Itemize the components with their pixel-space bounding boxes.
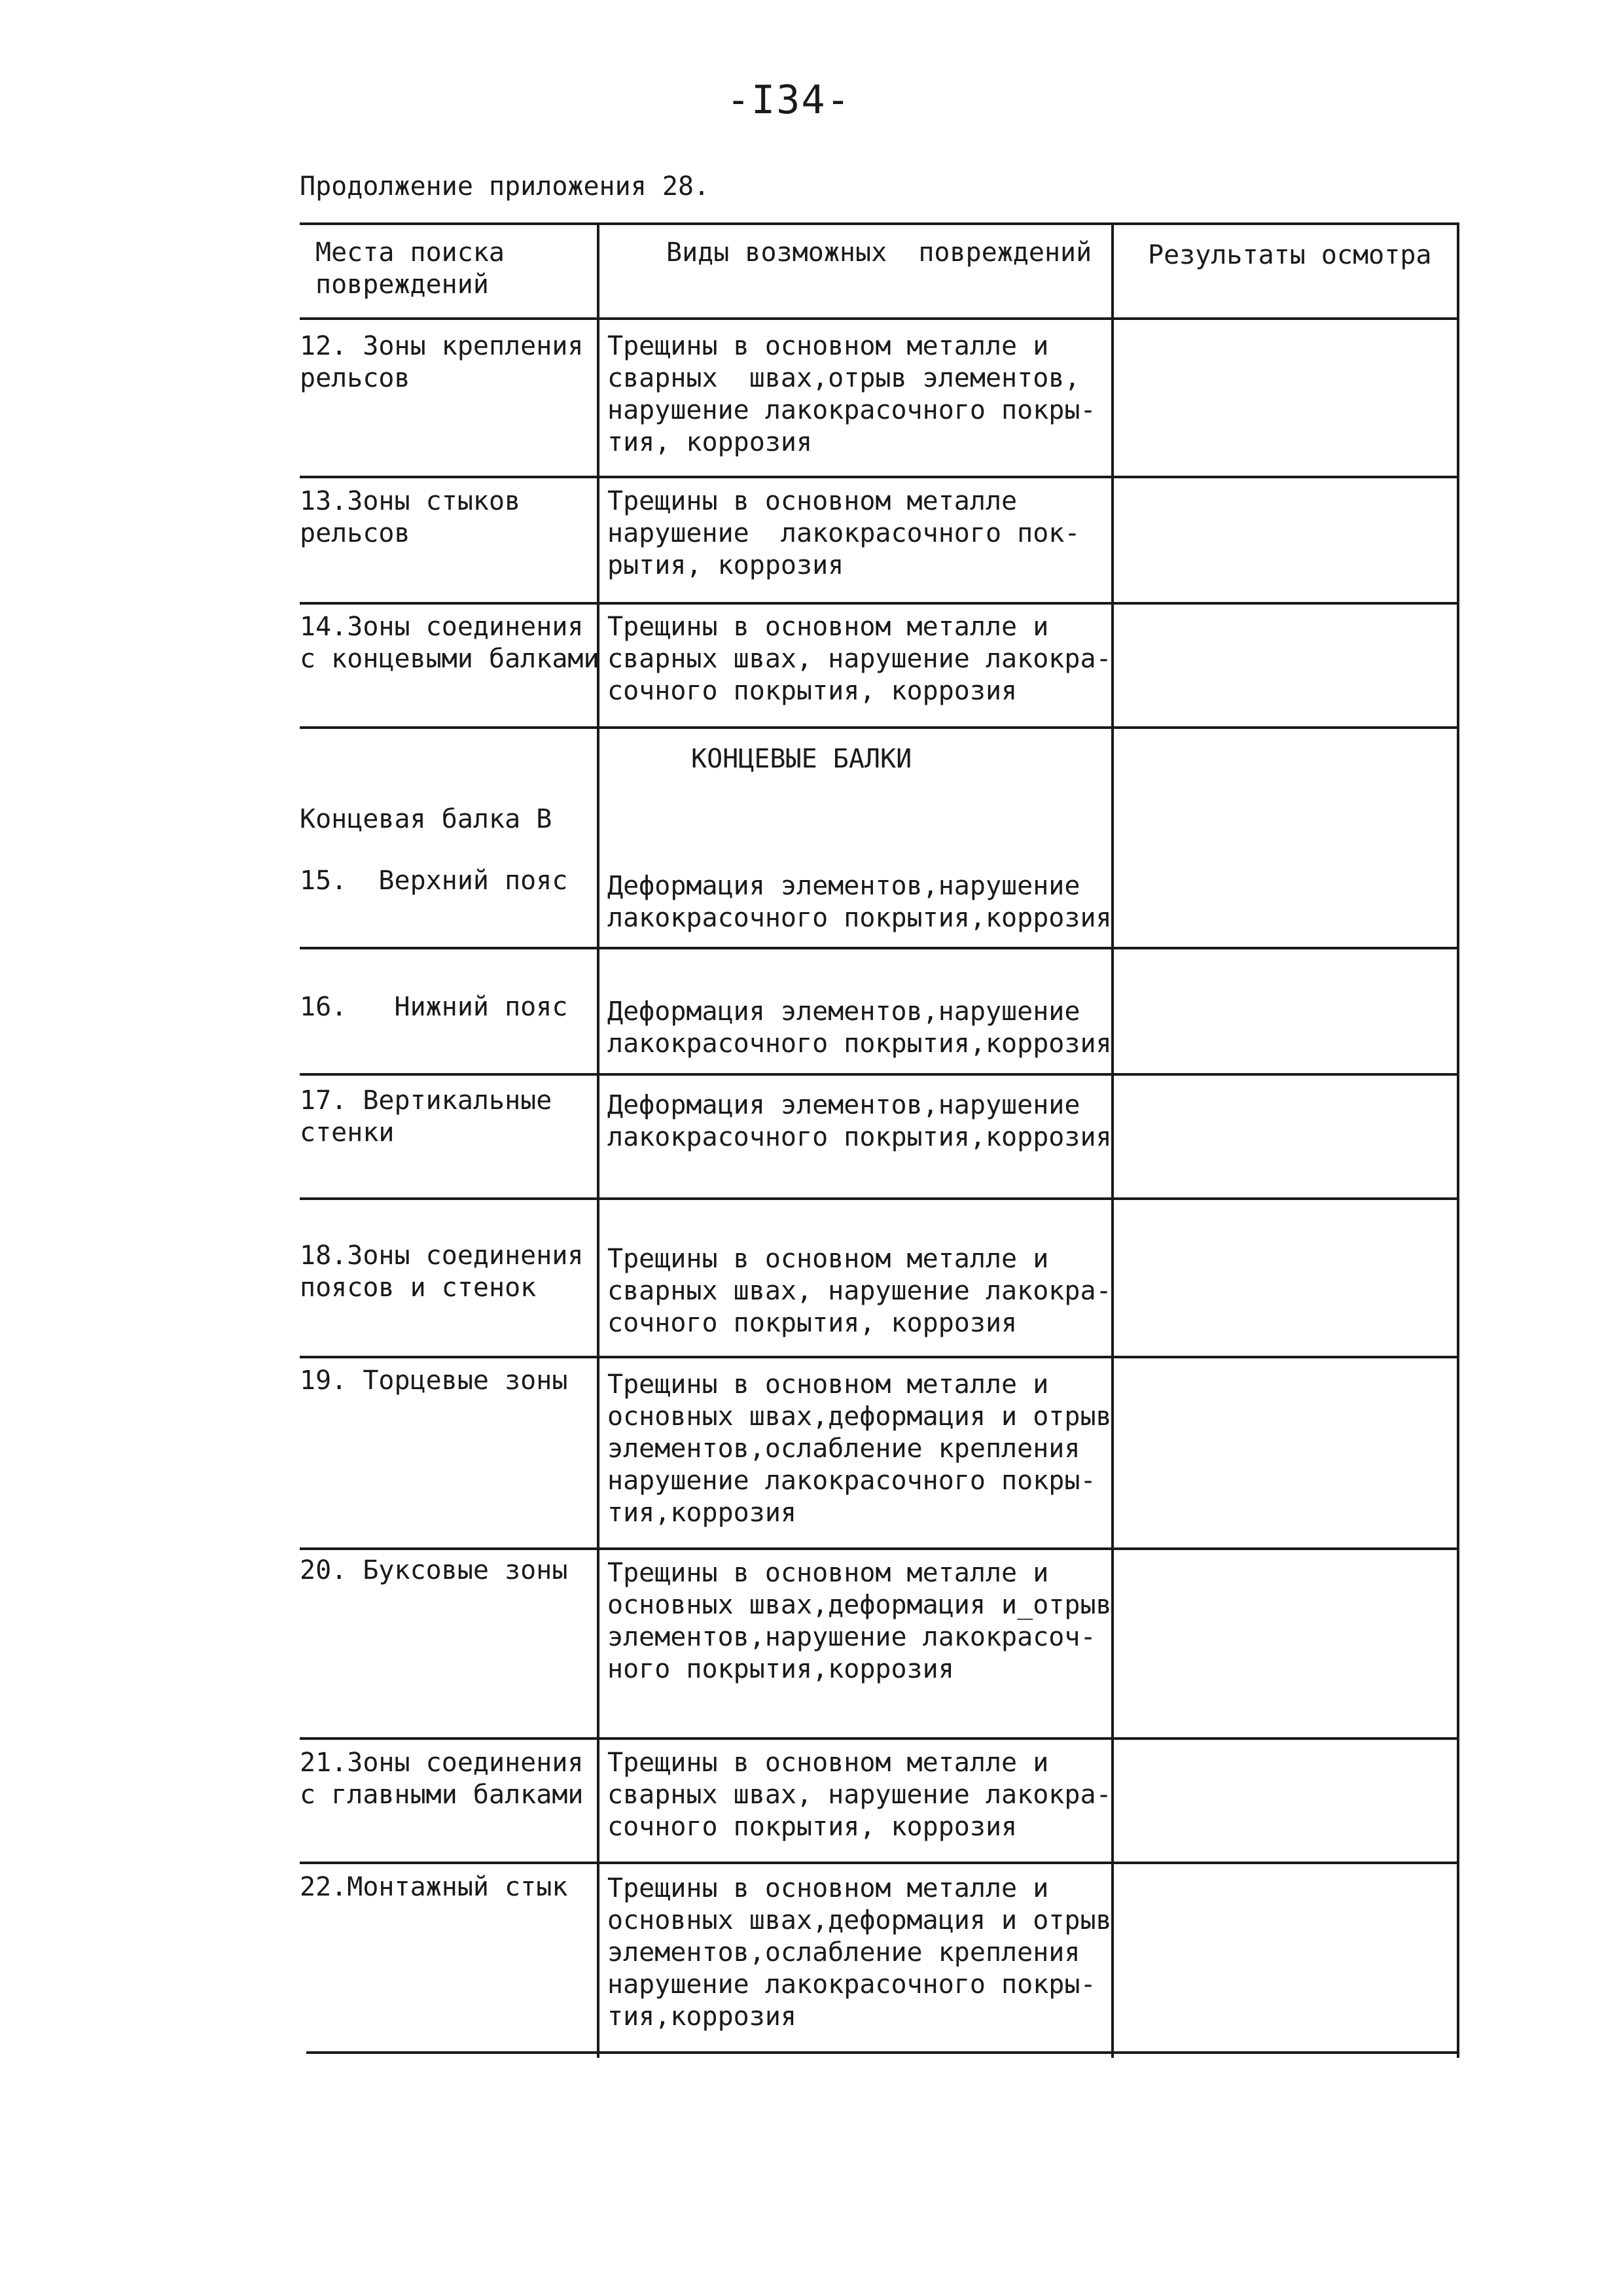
header-places: Места поиска повреждений (315, 238, 505, 300)
row-21-place: 21.Зоны соединения с главными балками (300, 1748, 584, 1810)
row-18-damage: Трещины в основном металле и сварных швах, нарушение лакокра- сочного покрытия, коррозия (607, 1244, 1112, 1338)
row-17-damage: Деформация элементов,нарушение лакокрасочного покрытия,коррозия (607, 1090, 1112, 1152)
subsection-title: Концевая балка В (300, 804, 552, 834)
row-12-damage: Трещины в основном металле и сварных швах,отрыв элементов, нарушение лакокрасочного покры- тия, коррозия (607, 331, 1096, 457)
header-damage-types: Виды возможных повреждений (666, 238, 1092, 268)
row-12-place: 12. Зоны крепления рельсов (300, 331, 584, 393)
page-number: -I34- (726, 77, 851, 123)
row-14-damage: Трещины в основном металле и сварных швах, нарушение лакокра- сочного покрытия, коррозия (607, 612, 1112, 706)
row-20-place: 20. Буксовые зоны (300, 1555, 568, 1585)
row-17-place: 17. Вертикальные стенки (300, 1086, 552, 1148)
header-results: Результаты осмотра (1148, 240, 1432, 270)
row-14-place: 14.Зоны соединения с концевыми балками (300, 612, 599, 674)
row-15-damage: Деформация элементов,нарушение лакокрасочного покрытия,коррозия (607, 871, 1112, 933)
row-22-damage: Трещины в основном металле и основных швах,деформация и отрыв элементов,ослабление крепления нарушение лакокрасочного покры- тия,коррозия (607, 1873, 1112, 2032)
row-16-damage: Деформация элементов,нарушение лакокрасочного покрытия,коррозия (607, 997, 1112, 1059)
row-16-place: 16. Нижний пояс (300, 992, 568, 1022)
row-21-damage: Трещины в основном металле и сварных швах, нарушение лакокра- сочного покрытия, коррозия (607, 1748, 1112, 1842)
continuation-note: Продолжение приложения 28. (300, 171, 710, 202)
row-19-place: 19. Торцевые зоны (300, 1366, 568, 1396)
row-15-place: 15. Верхний пояс (300, 866, 568, 896)
row-13-place: 13.Зоны стыков рельсов (300, 486, 521, 548)
row-19-damage: Трещины в основном металле и основных швах,деформация и отрыв элементов,ослабление крепления нарушение лакокрасочного покры- тия,коррозия (607, 1369, 1112, 1528)
row-22-place: 22.Монтажный стык (300, 1872, 568, 1902)
row-18-place: 18.Зоны соединения поясов и стенок (300, 1241, 584, 1303)
row-13-damage: Трещины в основном металле нарушение лакокрасочного пок- рытия, коррозия (607, 486, 1080, 580)
section-title: КОНЦЕВЫЕ БАЛКИ (691, 744, 912, 774)
row-20-damage: Трещины в основном металле и основных швах,деформация и_отрыв элементов,нарушение лакокрасоч- ного покрытия,коррозия (607, 1558, 1112, 1684)
